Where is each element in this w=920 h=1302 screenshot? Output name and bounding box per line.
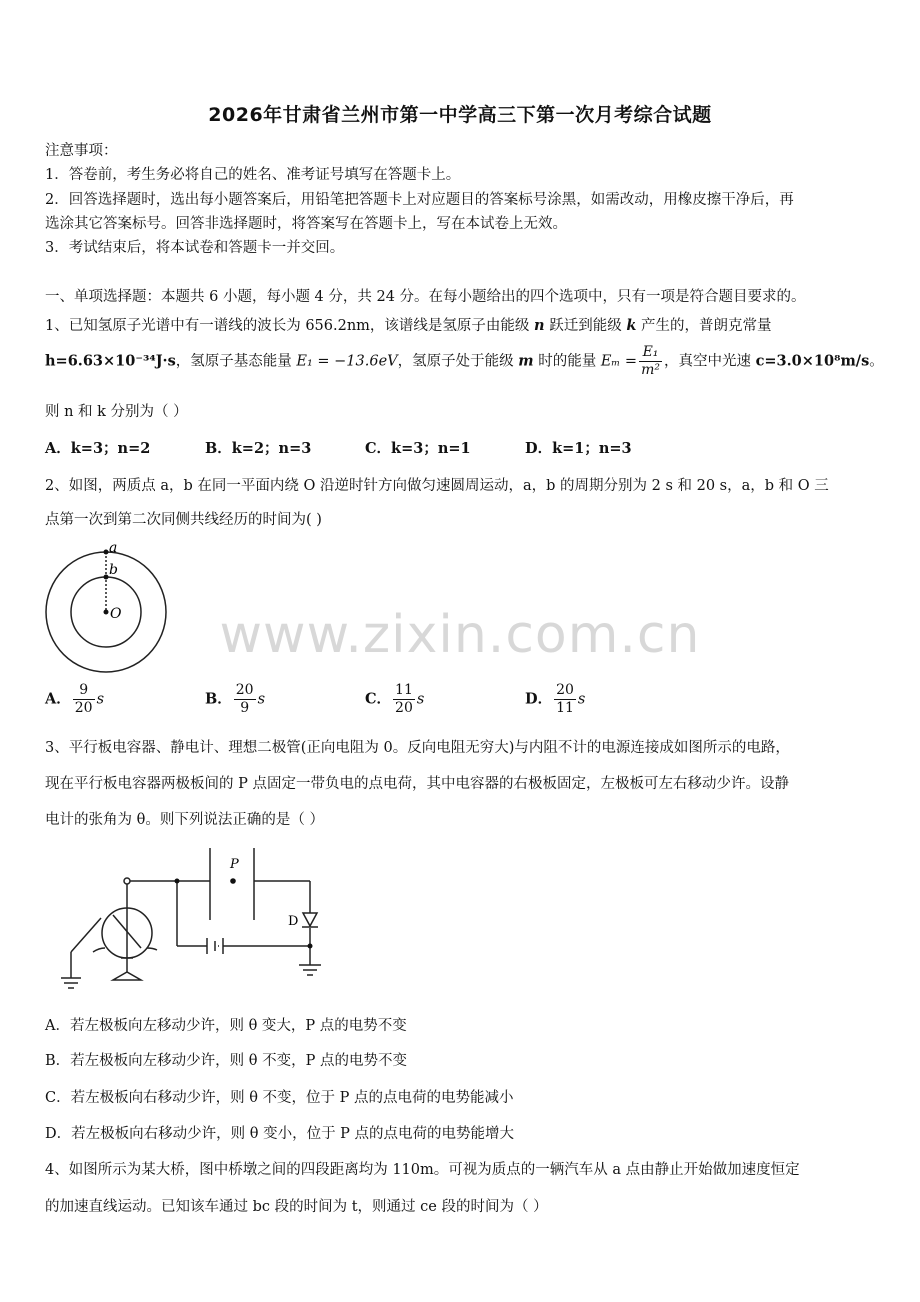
label-d: D	[288, 914, 299, 929]
q1-line2: h=6.63×10⁻³⁴J·s，氢原子基态能量 E₁ = −13.6eV，氢原子处于能级 m 时的能量 Eₘ = $\frac{\text{E₁}}{\text{m²}}$ ，真空中光速 c=3.0×10⁸m/s。	[45, 344, 884, 378]
q3-option-a[interactable]: A．若左极板向左移动少许，则 θ 变大，P 点的电势不变	[45, 1018, 407, 1034]
q1-option-b[interactable]: B．k=2；n=3	[205, 440, 312, 457]
q1-option-c[interactable]: C．k=3；n=1	[365, 440, 471, 457]
page-title: 2026年甘肃省兰州市第一中学高三下第一次月考综合试题	[208, 104, 712, 126]
point-p	[230, 878, 236, 884]
q2-option-d[interactable]: D． $\frac{20}{11}$ s	[525, 682, 586, 716]
point-b	[104, 575, 109, 580]
notice-heading: 注意事项：	[45, 143, 118, 159]
q3-line3: 电计的张角为 θ。则下列说法正确的是（ ）	[45, 812, 324, 828]
section-heading: 一、单项选择题：本题共 6 小题，每小题 4 分，共 24 分。在每小题给出的四个选项中，只有一项是符合题目要求的。	[45, 289, 806, 305]
q3-option-d[interactable]: D．若左极板向右移动少许，则 θ 变小，位于 P 点的点电荷的电势能增大	[45, 1126, 515, 1142]
q1-option-d[interactable]: D．k=1；n=3	[525, 440, 632, 457]
q2-option-a[interactable]: A． $\frac{9}{20}$ s	[45, 682, 105, 716]
q4-line2: 的加速直线运动。已知该车通过 bc 段的时间为 t，则通过 ce 段的时间为（ ）	[45, 1199, 548, 1215]
notice-item: 选涂其它答案标号。回答非选择题时，将答案写在答题卡上，写在本试卷上无效。	[45, 216, 567, 232]
diode-symbol	[303, 913, 317, 926]
q2-option-c[interactable]: C． $\frac{11}{20}$ s	[365, 682, 425, 716]
label-p: P	[230, 857, 239, 872]
q1-line3: 则 n 和 k 分别为（ ）	[45, 404, 188, 420]
point-a	[104, 550, 109, 555]
notice-item: 2．回答选择题时，选出每小题答案后，用铅笔把答题卡上对应题目的答案标号涂黑，如需改动，用橡皮擦干净后，再	[45, 192, 794, 208]
q1-option-a[interactable]: A．k=3；n=2	[45, 440, 151, 457]
q2-line2: 点第一次到第二次同侧共线经历的时间为( )	[45, 512, 322, 528]
watermark: www.zixin.com.cn	[219, 605, 701, 665]
q1-line1: 1、已知氢原子光谱中有一谱线的波长为 656.2nm，该谱线是氢原子由能级 n 跃迁到能级 k 产生的，普朗克常量	[45, 317, 772, 334]
q2-line1: 2、如图，两质点 a，b 在同一平面内绕 O 沿逆时针方向做匀速圆周运动，a，b 的周期分别为 2 s 和 20 s，a，b 和 O 三	[45, 478, 829, 494]
notice-item: 1．答卷前，考生务必将自己的姓名、准考证号填写在答题卡上。	[45, 167, 461, 183]
q4-line1: 4、如图所示为某大桥，图中桥墩之间的四段距离均为 110m。可视为质点的一辆汽车从 a 点由静止开始做加速度恒定	[45, 1162, 800, 1178]
circuit-figure	[55, 840, 335, 1000]
q2-option-b[interactable]: B． $\frac{20}{9}$ s	[205, 682, 266, 716]
junction-node	[124, 878, 130, 884]
label-a: a	[109, 540, 118, 556]
label-b: b	[109, 562, 118, 578]
q3-line1: 3、平行板电容器、静电计、理想二极管(正向电阻为 0。反向电阻无穷大)与内阻不计的电源连接成如图所示的电路，	[45, 740, 790, 756]
notice-item: 3．考试结束后，将本试卷和答题卡一并交回。	[45, 240, 345, 256]
label-o: O	[110, 606, 122, 622]
q3-option-c[interactable]: C．若左极板向右移动少许，则 θ 不变，位于 P 点的点电荷的电势能减小	[45, 1090, 514, 1106]
q3-line2: 现在平行板电容器两极板间的 P 点固定一带负电的点电荷，其中电容器的右极板固定，左极板可左右移动少许。设静	[45, 776, 789, 792]
q3-option-b[interactable]: B．若左极板向左移动少许，则 θ 不变，P 点的电势不变	[45, 1053, 407, 1069]
